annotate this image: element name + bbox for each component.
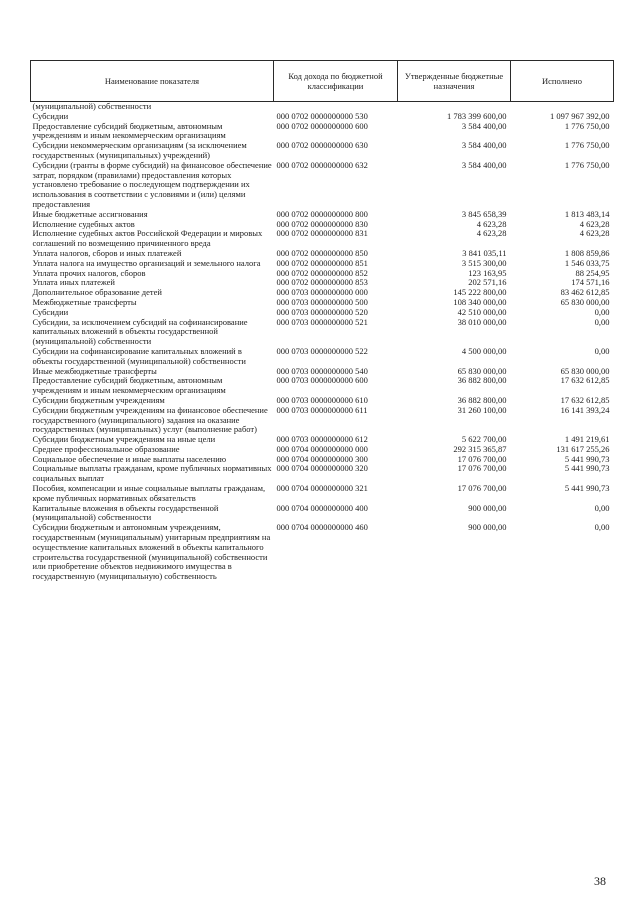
row-name-cell: Иные межбюджетные трансферты [32,365,157,376]
row-name-cell: Субсидии на софинансирование капитальных вложений в объекты государственной (муниципальной) собственности [32,345,246,366]
header-executed: Исполнено [511,61,614,102]
row-name-cell: Субсидии (гранты в форме субсидий) на финансовое обеспечение затрат, порядком (правилами) предоставления которых установлено требование о последующем подтверждении их использования в соответствии с условиями и (или) целями предоставления [32,159,272,209]
row-code-cell: 000 0703 0000000000 600 [276,375,368,386]
row-executed-cell: 16 141 393,24 [560,404,610,415]
row-executed-cell: 174 571,16 [571,277,610,288]
table-row [31,504,614,524]
row-code-cell: 000 0702 0000000000 632 [276,159,368,170]
row-code-cell: 000 0704 0000000000 400 [276,502,368,513]
table-row [31,229,614,249]
row-name-cell: Уплата иных платежей [32,277,115,288]
row-approved-cell: 65 830 000,00 [457,365,507,376]
row-name-cell: Субсидии [32,110,69,121]
row-approved-cell: 3 584 400,00 [461,140,507,151]
table-body [31,102,614,583]
row-name-cell: Субсидии некоммерческим организациям (за исключением государственных (муниципальных) учреждений) [32,140,247,160]
budget-execution-table [30,60,614,582]
row-approved-cell: 292 315 365,87 [453,443,507,454]
row-name-cell: Субсидии бюджетным учреждениям [32,394,165,405]
table-row [31,484,614,504]
row-executed-cell: 17 632 612,85 [560,375,610,386]
row-name-cell: Субсидии бюджетным учреждениям на иные цели [32,434,216,445]
header-income-code: Код дохода по бюджетной классификации [274,61,398,102]
table-row [31,523,614,582]
row-code-cell: 000 0702 0000000000 852 [276,267,368,278]
row-executed-cell: 4 623,28 [579,228,610,239]
row-approved-cell: 3 845 658,39 [461,208,507,219]
row-name-cell: Уплата налога на имущество организаций и земельного налога [32,257,261,268]
row-executed-cell: 65 830 000,00 [560,296,610,307]
row-executed-cell: 1 546 033,75 [564,257,610,268]
row-approved-cell: 36 882 800,00 [457,375,507,386]
row-executed-cell: 5 441 990,73 [564,463,610,474]
header-indicator-name: Наименование показателя [31,61,274,102]
row-executed-cell: 1 776 750,00 [564,140,610,151]
row-executed-cell: 1 808 859,86 [564,247,610,258]
table-row [31,318,614,347]
row-approved-cell: 202 571,16 [468,277,507,288]
row-approved-cell: 1 783 399 600,00 [447,110,507,121]
row-approved-cell: 17 076 700,00 [457,463,507,474]
row-name-cell: Субсидии, за исключением субсидий на софинансирование капитальных вложений в объекты государственной (муниципальной) собственности [32,316,248,347]
row-approved-cell: 31 260 100,00 [457,404,507,415]
row-code-cell: 000 0702 0000000000 850 [276,247,368,258]
row-approved-cell: 38 010 000,00 [457,316,507,327]
row-approved-cell: 3 515 300,00 [461,257,507,268]
row-approved-cell: 4 623,28 [476,218,507,229]
table-row [31,376,614,396]
table-row [31,347,614,367]
table-row [31,464,614,484]
row-approved-cell: 17 076 700,00 [457,483,507,494]
row-approved-cell: 17 076 700,00 [457,453,507,464]
document-page [30,60,613,582]
row-code-cell: 000 0703 0000000000 610 [276,394,368,405]
row-name-cell: Среднее профессиональное образование [32,443,180,454]
row-name-cell: Уплата прочих налогов, сборов [32,267,146,278]
row-code-cell: 000 0702 0000000000 851 [276,257,368,268]
row-name-cell: Социальное обеспечение и иные выплаты населению [32,453,227,464]
row-code-cell: 000 0704 0000000000 460 [276,522,368,533]
row-name-cell: Дополнительное образование детей [32,287,162,298]
row-code-cell: 000 0702 0000000000 853 [276,277,368,288]
row-approved-cell: 900 000,00 [468,502,507,513]
row-code-cell: 000 0702 0000000000 831 [276,228,368,239]
table-row [31,406,614,435]
row-code-cell: 000 0703 0000000000 520 [276,306,368,317]
row-approved-cell: 3 584 400,00 [461,159,507,170]
row-code-cell: 000 0703 0000000000 612 [276,434,368,445]
row-code-cell: 000 0703 0000000000 500 [276,296,368,307]
row-executed-cell: 65 830 000,00 [560,365,610,376]
row-code-cell: 000 0704 0000000000 000 [276,443,368,454]
row-executed-cell: 0,00 [594,345,610,356]
row-name-cell: Субсидии бюджетным и автономным учреждениям, государственным (муниципальным) унитарным предприятиям на осуществление капитальных вложений в объекты капитального строительства государственной (муниципальной) собственности или приобретение объектов недвижимого имущества в государственную (муниципальную) собственность [32,522,271,582]
row-name-cell: Исполнение судебных актов Российской Федерации и мировых соглашений по возмещению причиненного вреда [32,228,263,249]
row-name-cell: Уплата налогов, сборов и иных платежей [32,247,182,258]
row-executed-cell: 0,00 [594,316,610,327]
row-approved-cell: 42 510 000,00 [457,306,507,317]
row-name-cell: (муниципальной) собственности [32,101,152,111]
row-approved-cell: 145 222 800,00 [453,287,507,298]
row-name-cell: Пособия, компенсации и иные социальные выплаты гражданам, кроме публичных нормативных обязательств [32,483,266,503]
row-code-cell: 000 0702 0000000000 830 [276,218,368,229]
row-code-cell: 000 0702 0000000000 630 [276,140,368,151]
row-name-cell: Субсидии [32,306,69,317]
row-approved-cell: 900 000,00 [468,522,507,533]
row-executed-cell: 1 097 967 392,00 [550,110,610,121]
row-executed-cell: 4 623,28 [579,218,610,229]
table-row [31,122,614,142]
row-code-cell: 000 0703 0000000000 611 [276,404,368,415]
row-name-cell: Предоставление субсидий бюджетным, автономным учреждениям и иным некоммерческим организациям [32,375,226,396]
row-name-cell: Капитальные вложения в объекты государственной (муниципальной) собственности [32,502,219,523]
row-executed-cell: 5 441 990,73 [564,483,610,494]
row-code-cell: 000 0702 0000000000 530 [276,110,368,121]
row-code-cell: 000 0703 0000000000 522 [276,345,368,356]
row-executed-cell: 17 632 612,85 [560,394,610,405]
row-executed-cell: 0,00 [594,306,610,317]
row-executed-cell: 0,00 [594,522,610,533]
row-approved-cell: 4 500 000,00 [461,345,507,356]
row-code-cell: 000 0704 0000000000 321 [276,483,368,494]
header-approved: Утвержденные бюджетные назначения [398,61,511,102]
row-approved-cell: 5 622 700,00 [461,434,507,445]
row-code-cell: 000 0703 0000000000 000 [276,287,368,298]
row-name-cell: Исполнение судебных актов [32,218,135,229]
row-code-cell: 000 0704 0000000000 320 [276,463,368,474]
row-approved-cell: 36 882 800,00 [457,394,507,405]
row-name-cell: Межбюджетные трансферты [32,296,137,307]
row-code-cell: 000 0702 0000000000 600 [276,120,368,131]
row-executed-cell: 131 617 255,26 [556,443,610,454]
row-executed-cell: 0,00 [594,502,610,513]
row-name-cell: Иные бюджетные ассигнования [32,208,148,219]
row-approved-cell: 3 584 400,00 [461,120,507,131]
row-code-cell: 000 0703 0000000000 540 [276,365,368,376]
row-executed-cell: 1 491 219,61 [564,434,610,445]
row-approved-cell: 3 841 035,11 [462,247,507,258]
table-row [31,141,614,161]
row-executed-cell: 1 776 750,00 [564,159,610,170]
row-executed-cell: 1 813 483,14 [564,208,610,219]
row-approved-cell: 123 163,95 [468,267,507,278]
row-executed-cell: 88 254,95 [575,267,610,278]
row-name-cell: Предоставление субсидий бюджетным, автономным учреждениям и иным некоммерческим организациям [32,120,226,141]
table-header-row [31,61,614,102]
row-executed-cell: 1 776 750,00 [564,120,610,131]
row-code-cell: 000 0702 0000000000 800 [276,208,368,219]
row-approved-cell: 4 623,28 [476,228,507,239]
row-code-cell: 000 0703 0000000000 521 [276,316,368,327]
row-name-cell: Субсидии бюджетным учреждениям на финансовое обеспечение государственного (муниципального) задания на оказание государственных (муниципальных) услуг (выполнение работ) [32,404,268,435]
row-code-cell: 000 0704 0000000000 300 [276,453,368,464]
row-executed-cell: 5 441 990,73 [564,453,610,464]
table-row [31,161,614,210]
page-number: 38 [594,874,606,888]
row-approved-cell: 108 340 000,00 [453,296,507,307]
row-executed-cell: 83 462 612,85 [560,287,610,298]
row-name-cell: Социальные выплаты гражданам, кроме публичных нормативных социальных выплат [32,463,272,484]
